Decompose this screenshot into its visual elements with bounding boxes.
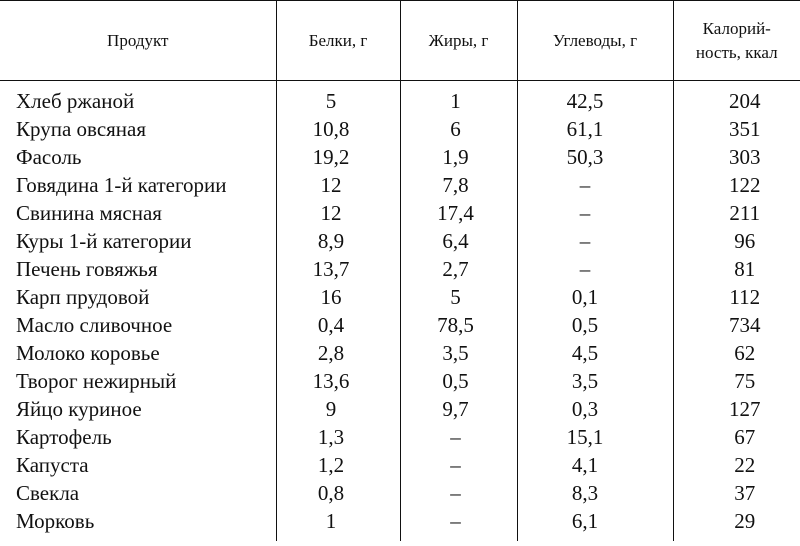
header-fat: Жиры, г: [400, 1, 517, 81]
cell-protein: 1: [276, 507, 400, 541]
cell-calories: 75: [673, 367, 800, 395]
cell-product: Печень говяжья: [16, 257, 158, 281]
header-row: [0, 1, 800, 81]
cell-product: Масло сливочное: [16, 313, 173, 337]
cell-product: Говядина 1-й категории: [16, 173, 227, 197]
cell-product: Капуста: [16, 453, 89, 477]
cell-carbs: 15,1: [517, 423, 673, 451]
table-row: [0, 199, 800, 227]
cell-fat: –: [400, 507, 517, 541]
header-protein: Белки, г: [276, 1, 400, 81]
cell-fat: 1,9: [400, 143, 517, 171]
cell-carbs: –: [517, 227, 673, 255]
cell-carbs: 0,1: [517, 283, 673, 311]
table-row: [0, 255, 800, 283]
cell-product: Яйцо куриное: [16, 397, 142, 421]
table-row: [0, 367, 800, 395]
cell-calories: 62: [673, 339, 800, 367]
cell-fat: –: [400, 479, 517, 507]
cell-fat: 17,4: [400, 199, 517, 227]
cell-fat: 9,7: [400, 395, 517, 423]
table-row: [0, 81, 800, 116]
table-row: [0, 171, 800, 199]
cell-protein: 1,2: [276, 451, 400, 479]
cell-protein: 8,9: [276, 227, 400, 255]
cell-fat: 0,5: [400, 367, 517, 395]
cell-fat: 1: [400, 81, 517, 116]
cell-product: Свинина мясная: [16, 201, 162, 225]
cell-protein: 0,8: [276, 479, 400, 507]
table-row: [0, 283, 800, 311]
cell-protein: 1,3: [276, 423, 400, 451]
cell-carbs: 61,1: [517, 115, 673, 143]
cell-carbs: 42,5: [517, 81, 673, 116]
cell-calories: 127: [673, 395, 800, 423]
cell-product: Куры 1-й категории: [16, 229, 192, 253]
header-calories-line2: ность, ккал: [695, 42, 778, 62]
cell-carbs: –: [517, 199, 673, 227]
cell-carbs: –: [517, 255, 673, 283]
cell-calories: 211: [673, 199, 800, 227]
cell-calories: 96: [673, 227, 800, 255]
cell-fat: 5: [400, 283, 517, 311]
table-row: [0, 115, 800, 143]
cell-fat: –: [400, 451, 517, 479]
table-body: [0, 81, 800, 542]
table-row: [0, 479, 800, 507]
cell-carbs: 0,5: [517, 311, 673, 339]
cell-calories: 122: [673, 171, 800, 199]
cell-calories: 67: [673, 423, 800, 451]
cell-carbs: 4,5: [517, 339, 673, 367]
cell-protein: 10,8: [276, 115, 400, 143]
cell-product: Свекла: [16, 481, 80, 505]
cell-protein: 2,8: [276, 339, 400, 367]
cell-calories: 204: [673, 81, 800, 116]
table-row: [0, 423, 800, 451]
cell-calories: 22: [673, 451, 800, 479]
cell-protein: 5: [276, 81, 400, 116]
cell-carbs: 50,3: [517, 143, 673, 171]
cell-protein: 13,6: [276, 367, 400, 395]
cell-fat: 6: [400, 115, 517, 143]
header-carbs: Углеводы, г: [517, 1, 673, 81]
cell-fat: –: [400, 423, 517, 451]
cell-carbs: 0,3: [517, 395, 673, 423]
cell-fat: 2,7: [400, 255, 517, 283]
header-calories-line1: Калорий-: [702, 18, 771, 38]
cell-fat: 6,4: [400, 227, 517, 255]
cell-calories: 37: [673, 479, 800, 507]
cell-calories: 112: [673, 283, 800, 311]
cell-carbs: 4,1: [517, 451, 673, 479]
cell-product: Крупа овсяная: [16, 117, 147, 141]
table-row: [0, 143, 800, 171]
cell-product: Карп прудовой: [16, 285, 150, 309]
cell-calories: 303: [673, 143, 800, 171]
cell-product: Фасоль: [16, 145, 82, 169]
cell-carbs: 6,1: [517, 507, 673, 541]
table-row: [0, 311, 800, 339]
cell-fat: 3,5: [400, 339, 517, 367]
cell-product: Творог нежирный: [16, 369, 177, 393]
header-calories: [673, 1, 800, 81]
cell-protein: 19,2: [276, 143, 400, 171]
cell-fat: 78,5: [400, 311, 517, 339]
cell-calories: 351: [673, 115, 800, 143]
cell-calories: 29: [673, 507, 800, 541]
cell-product: Молоко коровье: [16, 341, 160, 365]
table-row: [0, 395, 800, 423]
cell-protein: 9: [276, 395, 400, 423]
cell-protein: 16: [276, 283, 400, 311]
cell-product: Хлеб ржаной: [16, 89, 135, 113]
cell-carbs: 8,3: [517, 479, 673, 507]
table-row: [0, 451, 800, 479]
table-row: [0, 507, 800, 541]
cell-product: Картофель: [16, 425, 112, 449]
cell-protein: 13,7: [276, 255, 400, 283]
table-header: [0, 1, 800, 81]
cell-calories: 734: [673, 311, 800, 339]
cell-protein: 12: [276, 199, 400, 227]
cell-calories: 81: [673, 255, 800, 283]
cell-protein: 0,4: [276, 311, 400, 339]
cell-product: Морковь: [16, 509, 95, 533]
header-product: Продукт: [0, 1, 276, 81]
cell-carbs: 3,5: [517, 367, 673, 395]
table-row: [0, 339, 800, 367]
cell-protein: 12: [276, 171, 400, 199]
cell-carbs: –: [517, 171, 673, 199]
table-row: [0, 227, 800, 255]
cell-fat: 7,8: [400, 171, 517, 199]
